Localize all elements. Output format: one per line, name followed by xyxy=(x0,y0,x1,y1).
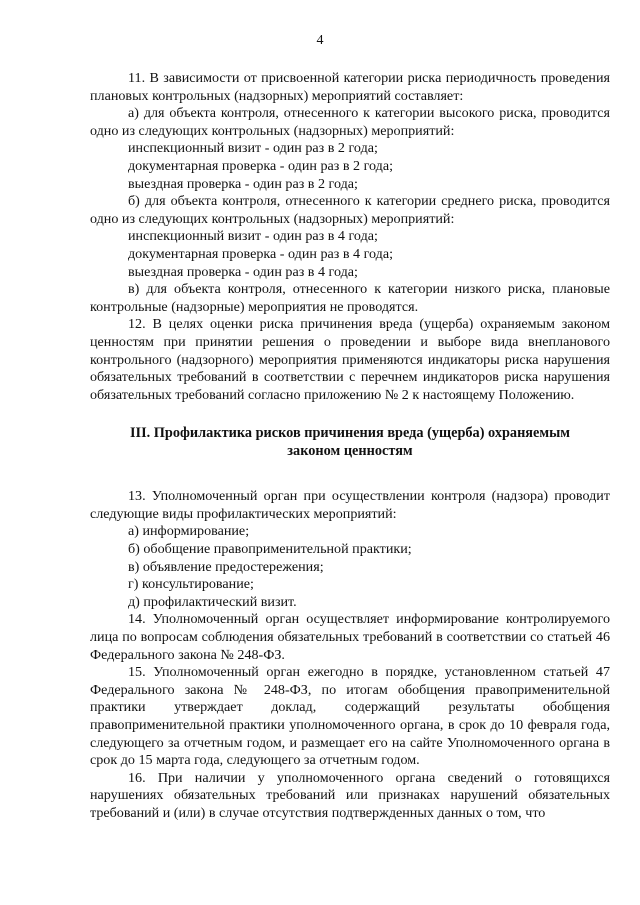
list-item: б) обобщение правоприменительной практики; xyxy=(128,541,412,558)
paragraph-11b: б) для объекта контроля, отнесенного к категории среднего риска, проводится одно из следующих контрольных (надзорных) мероприятий: xyxy=(90,193,610,227)
paragraph-16: 16. При наличии у уполномоченного органа сведений о готовящихся нарушениях обязательных требований или признаках нарушений обязательных требований и (или) в случае отсутствия подтвержденных данных о том, что xyxy=(90,769,610,821)
paragraph-13: 13. Уполномоченный орган при осуществлении контроля (надзора) проводит следующие виды профилактических мероприятий: xyxy=(90,488,610,522)
section-heading-line-2: законом ценностям xyxy=(287,443,413,460)
list-item: д) профилактический визит. xyxy=(128,593,297,610)
section-heading-line-1: III. Профилактика рисков причинения вреда (ущерба) охраняемым xyxy=(129,425,571,442)
list-item: в) объявление предостережения; xyxy=(128,558,324,575)
list-item: а) информирование; xyxy=(128,523,250,540)
list-item: инспекционный визит - один раз в 4 года; xyxy=(128,228,378,245)
list-item: выездная проверка - один раз в 4 года; xyxy=(128,263,358,280)
paragraph-11: 11. В зависимости от присвоенной категории риска периодичность проведения плановых контрольных (надзорных) мероприятий составляет: xyxy=(90,70,610,104)
paragraph-11a: а) для объекта контроля, отнесенного к категории высокого риска, проводится одно из следующих контрольных (надзорных) мероприятий: xyxy=(90,105,610,139)
list-item: документарная проверка - один раз в 2 года; xyxy=(128,157,393,174)
paragraph-15: 15. Уполномоченный орган ежегодно в порядке, установленном статьей 47 Федерального закона № 248-ФЗ, по итогам обобщения правоприменительной практики утверждает доклад, содержащий результаты обобщения правоприменительной практики уполномоченного органа, в срок до 10 февраля года, следующего за отчетным годом, и размещает его на сайте Уполномоченного органа в срок до 15 марта года, следующего за отчетным годом. xyxy=(90,664,610,769)
list-item: инспекционный визит - один раз в 2 года; xyxy=(128,140,378,157)
list-item: г) консультирование; xyxy=(128,576,254,593)
paragraph-14: 14. Уполномоченный орган осуществляет информирование контролируемого лица по вопросам соблюдения обязательных требований в соответствии со статьей 46 Федерального закона № 248-ФЗ. xyxy=(90,611,610,663)
document-body xyxy=(90,70,610,823)
section-heading xyxy=(90,424,610,460)
page-number: 4 xyxy=(316,33,324,48)
paragraph-12: 12. В целях оценки риска причинения вреда (ущерба) охраняемым законом ценностям при принятии решения о проведении и выборе вида внепланового контрольного (надзорного) мероприятия применяются индикаторы риска нарушения обязательных требований в соответствии с перечнем индикаторов риска нарушения обязательных требований согласно приложению № 2 к настоящему Положению. xyxy=(90,316,610,403)
paragraph-11c: в) для объекта контроля, отнесенного к категории низкого риска, плановые контрольные (надзорные) мероприятия не проводятся. xyxy=(90,281,610,315)
list-item: выездная проверка - один раз в 2 года; xyxy=(128,175,358,192)
list-item: документарная проверка - один раз в 4 года; xyxy=(128,245,393,262)
